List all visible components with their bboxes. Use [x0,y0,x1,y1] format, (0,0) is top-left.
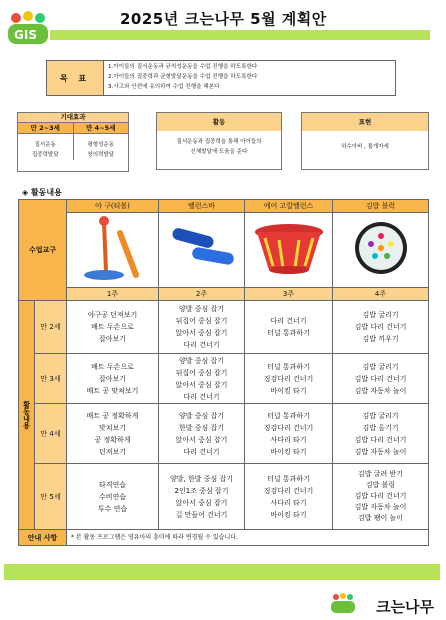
expected-box [17,112,129,172]
cell-line: 김밥 자동차 놀이 [354,503,407,511]
gimbap-block-image [333,213,429,288]
activity-line: 신체발달에 도움을 준다 [190,149,248,155]
footer-logo-icon [330,592,356,614]
expression-text: 허수아비 , 물개자세 [341,144,389,150]
cell-line: 터널 통과하기 [267,474,310,483]
cell-line: 앉아서 중심 잡기 [175,435,228,444]
cell-line: 바이킹 타기 [270,386,307,395]
logo [6,10,50,48]
week-label: 3주 [245,288,333,301]
cell-line: 양발 중심 잡기 [178,411,225,420]
cell-line: 징검다리 건너기 [263,423,314,432]
footer-brand: 크는나무 [376,598,434,616]
cell-line: 김밥 다리 건너기 [354,435,407,444]
cell-line: 다리 건너기 [270,317,307,325]
cell-line: 투수 연습 [97,504,128,513]
goal-line: 1.아이들의 질서운동과 규칙성운동을 수업 진행을 하도록한다 [108,64,258,70]
expected-item: 창의력발달 [87,152,115,158]
expected-item: 집중력발달 [31,152,59,158]
cell-line: 김밥 굴리기 [362,411,399,420]
cell-line: 징검다리 건너기 [263,486,314,495]
cell-line: 다리 건너기 [183,447,220,456]
activity-line: 질서운동과 집중력을 통해 아이들의 [176,139,262,145]
page-title: 2025년 크는나무 5월 계획안 [120,10,327,28]
cell-line: 다리 건너기 [183,341,220,349]
cell-line: 김밥 굴리기 [362,311,399,319]
activity-box [156,112,282,170]
cell-line: 길 만들어 건너기 [175,510,228,519]
expression-box [301,112,429,170]
age-label: 만 5세 [35,464,67,530]
cell-line: 던져보기 [98,447,127,456]
goal-box [46,60,396,96]
cell-line: 뒤집어 중심 잡기 [175,368,228,377]
cell-line: 한발 중심 잡기 [178,423,225,432]
cell-line: 김밥 굴려 받기 [357,470,404,478]
expression-label: 표현 [302,113,428,131]
cell-line: 바이킹 타기 [270,510,307,519]
cell-line: 양발 중심 잡기 [178,305,225,313]
cell-line: 김밥 굴리기 [362,362,399,371]
cell-line: 야구공 던져보기 [87,311,138,319]
cell-line: 양발 중심 잡기 [178,356,225,365]
cell-line: 배트 공 정확하게 [86,411,139,420]
expected-item: 평형성운동 [87,142,115,148]
week-label: 2주 [159,288,245,301]
cell-line: 바이킹 타기 [270,447,307,456]
equipment-name: 에어 고깔밸런스 [245,200,333,213]
goal-line: 3.사고와 안전에 유의하여 수업 진행을 해본다 [108,84,220,90]
equipment-name: 김밥 블럭 [333,200,429,213]
air-cone-image [245,213,333,288]
week-label: 4주 [333,288,429,301]
cell-line: 공 정확하게 [94,435,131,444]
equipment-name: 벨런스바 [159,200,245,213]
cell-line: 김밥 다리 건너기 [354,374,407,383]
expected-item: 질서운동 [34,142,56,148]
cell-line: 징검다리 건너기 [263,374,314,383]
cell-line: 김밥 자동차 놀이 [354,386,407,395]
activity-table [18,199,429,546]
note-text: * 본 활동 프로그램은 영유아의 흥미에 따라 변경될 수 있습니다. [67,530,429,546]
cell-line: 사다리 타기 [270,498,307,507]
cell-line: 배트 공 맞쳐보기 [86,386,139,395]
age-label: 만 2세 [35,301,67,354]
cell-line: 양발, 한발 중심 잡기 [170,474,233,483]
goal-line: 2.아이들의 집중력과 균형발달운동을 수업 진행을 하도록한다 [108,74,258,80]
goal-label: 목 표 [47,61,104,95]
tools-label: 수업교구 [19,200,67,301]
cell-line: 배트 두손으로 [91,323,134,331]
cell-line: 타격연습 [98,480,127,489]
cell-line: 김밥 볼링 [365,481,396,489]
cell-line: 김밥 팽이 놀이 [357,514,404,522]
note-label: 안내 사항 [19,530,67,546]
cell-line: 앉아서 중심 잡기 [175,329,228,337]
balance-bar-image [159,213,245,288]
cell-line: 김밥 끼우기 [362,335,399,343]
cell-line: 사다리 타기 [270,435,307,444]
age-label: 만 4세 [35,404,67,464]
cell-line: 맞쳐보기 [98,423,127,432]
cell-line: 뒤집어 중심 잡기 [175,317,228,325]
header-bar [50,30,430,40]
cell-line: 앉아서 중심 잡기 [175,380,228,389]
cell-line: 김밥 자동차 놀이 [354,447,407,456]
cell-line: 2인1조 중심 잡기 [174,486,229,495]
expected-label: 기대효과 [18,113,128,122]
cell-line: 터널 통과하기 [267,411,310,420]
footer-bar [4,564,440,580]
cell-line: 터널 통과하기 [267,329,310,337]
logo-text: GIS [14,28,37,42]
cell-line: 김밥 다리 건너기 [354,492,407,500]
cell-line: 잡아보기 [98,374,127,383]
activity-side-label: 활동내용 [19,301,35,530]
tee-ball-image [67,213,159,288]
cell-line: 앉아서 중심 잡기 [175,498,228,507]
cell-line: 터널 통과하기 [267,362,310,371]
age-label: 만 3세 [35,354,67,404]
section-title: ◈ 활동내용 [22,188,62,197]
cell-line: 잡아보기 [98,335,127,343]
cell-line: 수비연습 [98,492,127,501]
cell-line: 배트 두손으로 [91,362,134,371]
week-label: 1주 [67,288,159,301]
expected-col-head: 만 2~3세 [18,122,73,134]
equipment-name: 야 구(티볼) [67,200,159,213]
cell-line: 김밥 다리 건너기 [354,323,407,331]
cell-line: 김밥 올기기 [362,423,399,432]
expected-col-head: 만 4~5세 [74,122,129,134]
cell-line: 다리 건너기 [183,392,220,401]
activity-label: 활동 [157,113,281,131]
